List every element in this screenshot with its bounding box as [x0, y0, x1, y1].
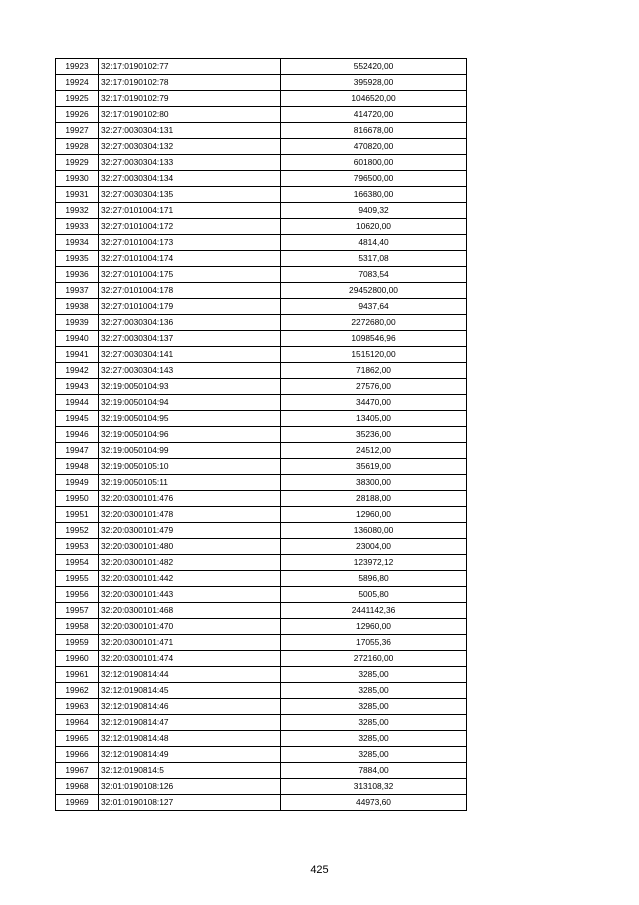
page-number: 425	[310, 864, 329, 876]
cadastral-number-cell: 32:19:0050104:96	[99, 427, 281, 443]
cadastral-value-cell: 796500,00	[281, 171, 467, 187]
table-row	[56, 427, 467, 443]
row-number-cell: 19962	[56, 683, 99, 699]
table-row	[56, 171, 467, 187]
table-row	[56, 315, 467, 331]
row-number-cell: 19932	[56, 203, 99, 219]
cadastral-value-table	[55, 58, 467, 811]
cadastral-number-cell: 32:27:0101004:174	[99, 251, 281, 267]
table-row	[56, 491, 467, 507]
cadastral-value-cell: 27576,00	[281, 379, 467, 395]
table-row	[56, 219, 467, 235]
row-number-cell: 19952	[56, 523, 99, 539]
cadastral-number-cell: 32:27:0101004:179	[99, 299, 281, 315]
cadastral-value-cell: 3285,00	[281, 699, 467, 715]
table-row	[56, 779, 467, 795]
row-number-cell: 19925	[56, 91, 99, 107]
row-number-cell: 19941	[56, 347, 99, 363]
table-row	[56, 107, 467, 123]
cadastral-value-cell: 10620,00	[281, 219, 467, 235]
cadastral-number-cell: 32:20:0300101:471	[99, 635, 281, 651]
row-number-cell: 19956	[56, 587, 99, 603]
cadastral-number-cell: 32:12:0190814:47	[99, 715, 281, 731]
row-number-cell: 19959	[56, 635, 99, 651]
table-row	[56, 715, 467, 731]
cadastral-value-cell: 166380,00	[281, 187, 467, 203]
cadastral-value-cell: 24512,00	[281, 443, 467, 459]
row-number-cell: 19953	[56, 539, 99, 555]
cadastral-number-cell: 32:17:0190102:78	[99, 75, 281, 91]
cadastral-number-cell: 32:19:0050105:10	[99, 459, 281, 475]
table-row	[56, 123, 467, 139]
table-row	[56, 523, 467, 539]
table-row	[56, 587, 467, 603]
row-number-cell: 19930	[56, 171, 99, 187]
row-number-cell: 19951	[56, 507, 99, 523]
table-row	[56, 571, 467, 587]
table-row	[56, 187, 467, 203]
cadastral-value-cell: 816678,00	[281, 123, 467, 139]
row-number-cell: 19960	[56, 651, 99, 667]
row-number-cell: 19958	[56, 619, 99, 635]
row-number-cell: 19929	[56, 155, 99, 171]
table-row	[56, 75, 467, 91]
row-number-cell: 19928	[56, 139, 99, 155]
row-number-cell: 19946	[56, 427, 99, 443]
table-row	[56, 683, 467, 699]
cadastral-value-cell: 2441142,36	[281, 603, 467, 619]
cadastral-number-cell: 32:19:0050105:11	[99, 475, 281, 491]
table-row	[56, 635, 467, 651]
table-row	[56, 411, 467, 427]
cadastral-value-cell: 5005,80	[281, 587, 467, 603]
cadastral-value-cell: 1098546,96	[281, 331, 467, 347]
cadastral-value-cell: 71862,00	[281, 363, 467, 379]
table-row	[56, 203, 467, 219]
cadastral-value-cell: 470820,00	[281, 139, 467, 155]
row-number-cell: 19968	[56, 779, 99, 795]
cadastral-number-cell: 32:27:0101004:178	[99, 283, 281, 299]
cadastral-number-cell: 32:27:0030304:141	[99, 347, 281, 363]
table-row	[56, 59, 467, 75]
table-body	[56, 59, 467, 811]
cadastral-number-cell: 32:27:0030304:137	[99, 331, 281, 347]
row-number-cell: 19950	[56, 491, 99, 507]
table-row	[56, 539, 467, 555]
row-number-cell: 19943	[56, 379, 99, 395]
row-number-cell: 19938	[56, 299, 99, 315]
cadastral-number-cell: 32:27:0030304:131	[99, 123, 281, 139]
row-number-cell: 19948	[56, 459, 99, 475]
row-number-cell: 19945	[56, 411, 99, 427]
cadastral-value-cell: 44973,60	[281, 795, 467, 811]
row-number-cell: 19923	[56, 59, 99, 75]
cadastral-value-cell: 9437,64	[281, 299, 467, 315]
cadastral-number-cell: 32:19:0050104:95	[99, 411, 281, 427]
table-row	[56, 459, 467, 475]
cadastral-value-cell: 313108,32	[281, 779, 467, 795]
table-row	[56, 667, 467, 683]
cadastral-number-cell: 32:12:0190814:44	[99, 667, 281, 683]
cadastral-value-cell: 5317,08	[281, 251, 467, 267]
row-number-cell: 19966	[56, 747, 99, 763]
cadastral-number-cell: 32:01:0190108:126	[99, 779, 281, 795]
row-number-cell: 19934	[56, 235, 99, 251]
table-row	[56, 699, 467, 715]
row-number-cell: 19931	[56, 187, 99, 203]
cadastral-number-cell: 32:20:0300101:478	[99, 507, 281, 523]
cadastral-number-cell: 32:20:0300101:468	[99, 603, 281, 619]
cadastral-number-cell: 32:19:0050104:94	[99, 395, 281, 411]
cadastral-value-cell: 123972,12	[281, 555, 467, 571]
row-number-cell: 19940	[56, 331, 99, 347]
table-row	[56, 507, 467, 523]
table-row	[56, 267, 467, 283]
row-number-cell: 19957	[56, 603, 99, 619]
row-number-cell: 19954	[56, 555, 99, 571]
table-row	[56, 747, 467, 763]
table-row	[56, 443, 467, 459]
cadastral-number-cell: 32:12:0190814:46	[99, 699, 281, 715]
cadastral-number-cell: 32:20:0300101:470	[99, 619, 281, 635]
cadastral-value-cell: 3285,00	[281, 747, 467, 763]
cadastral-number-cell: 32:01:0190108:127	[99, 795, 281, 811]
row-number-cell: 19955	[56, 571, 99, 587]
cadastral-value-cell: 414720,00	[281, 107, 467, 123]
row-number-cell: 19965	[56, 731, 99, 747]
row-number-cell: 19933	[56, 219, 99, 235]
table-row	[56, 91, 467, 107]
cadastral-value-cell: 2272680,00	[281, 315, 467, 331]
cadastral-value-cell: 601800,00	[281, 155, 467, 171]
cadastral-value-cell: 3285,00	[281, 715, 467, 731]
cadastral-value-cell: 12960,00	[281, 619, 467, 635]
table-row	[56, 763, 467, 779]
cadastral-number-cell: 32:20:0300101:479	[99, 523, 281, 539]
cadastral-number-cell: 32:17:0190102:77	[99, 59, 281, 75]
cadastral-number-cell: 32:27:0101004:173	[99, 235, 281, 251]
table-row	[56, 555, 467, 571]
cadastral-value-cell: 28188,00	[281, 491, 467, 507]
table-row	[56, 139, 467, 155]
row-number-cell: 19949	[56, 475, 99, 491]
cadastral-number-cell: 32:12:0190814:48	[99, 731, 281, 747]
cadastral-number-cell: 32:20:0300101:476	[99, 491, 281, 507]
cadastral-value-cell: 13405,00	[281, 411, 467, 427]
table-row	[56, 235, 467, 251]
cadastral-number-cell: 32:20:0300101:474	[99, 651, 281, 667]
cadastral-number-cell: 32:27:0030304:143	[99, 363, 281, 379]
table-row	[56, 619, 467, 635]
row-number-cell: 19926	[56, 107, 99, 123]
cadastral-value-cell: 23004,00	[281, 539, 467, 555]
cadastral-number-cell: 32:12:0190814:5	[99, 763, 281, 779]
cadastral-value-cell: 17055,36	[281, 635, 467, 651]
row-number-cell: 19964	[56, 715, 99, 731]
row-number-cell: 19947	[56, 443, 99, 459]
table-row	[56, 395, 467, 411]
row-number-cell: 19927	[56, 123, 99, 139]
cadastral-value-cell: 35236,00	[281, 427, 467, 443]
cadastral-number-cell: 32:27:0030304:133	[99, 155, 281, 171]
row-number-cell: 19963	[56, 699, 99, 715]
table-row	[56, 603, 467, 619]
cadastral-number-cell: 32:17:0190102:80	[99, 107, 281, 123]
cadastral-value-cell: 7884,00	[281, 763, 467, 779]
cadastral-number-cell: 32:27:0030304:135	[99, 187, 281, 203]
cadastral-value-cell: 1046520,00	[281, 91, 467, 107]
cadastral-value-cell: 35619,00	[281, 459, 467, 475]
row-number-cell: 19961	[56, 667, 99, 683]
table-row	[56, 283, 467, 299]
cadastral-number-cell: 32:20:0300101:442	[99, 571, 281, 587]
cadastral-value-cell: 12960,00	[281, 507, 467, 523]
cadastral-value-cell: 9409,32	[281, 203, 467, 219]
table-row	[56, 475, 467, 491]
cadastral-value-cell: 29452800,00	[281, 283, 467, 299]
cadastral-number-cell: 32:19:0050104:99	[99, 443, 281, 459]
cadastral-number-cell: 32:27:0101004:175	[99, 267, 281, 283]
row-number-cell: 19942	[56, 363, 99, 379]
cadastral-number-cell: 32:27:0030304:134	[99, 171, 281, 187]
cadastral-value-cell: 272160,00	[281, 651, 467, 667]
table-row	[56, 331, 467, 347]
cadastral-number-cell: 32:20:0300101:480	[99, 539, 281, 555]
cadastral-value-cell: 7083,54	[281, 267, 467, 283]
cadastral-value-cell: 3285,00	[281, 731, 467, 747]
row-number-cell: 19937	[56, 283, 99, 299]
row-number-cell: 19935	[56, 251, 99, 267]
cadastral-value-cell: 552420,00	[281, 59, 467, 75]
row-number-cell: 19969	[56, 795, 99, 811]
row-number-cell: 19944	[56, 395, 99, 411]
cadastral-value-cell: 1515120,00	[281, 347, 467, 363]
table-row	[56, 731, 467, 747]
cadastral-value-cell: 5896,80	[281, 571, 467, 587]
cadastral-number-cell: 32:20:0300101:443	[99, 587, 281, 603]
table-row	[56, 795, 467, 811]
cadastral-number-cell: 32:27:0101004:171	[99, 203, 281, 219]
table-row	[56, 651, 467, 667]
table-row	[56, 363, 467, 379]
row-number-cell: 19924	[56, 75, 99, 91]
row-number-cell: 19967	[56, 763, 99, 779]
cadastral-number-cell: 32:27:0030304:132	[99, 139, 281, 155]
cadastral-value-cell: 34470,00	[281, 395, 467, 411]
cadastral-value-cell: 3285,00	[281, 667, 467, 683]
row-number-cell: 19936	[56, 267, 99, 283]
cadastral-number-cell: 32:19:0050104:93	[99, 379, 281, 395]
cadastral-number-cell: 32:27:0101004:172	[99, 219, 281, 235]
table-row	[56, 251, 467, 267]
cadastral-value-cell: 38300,00	[281, 475, 467, 491]
cadastral-number-cell: 32:17:0190102:79	[99, 91, 281, 107]
cadastral-value-cell: 136080,00	[281, 523, 467, 539]
cadastral-number-cell: 32:12:0190814:45	[99, 683, 281, 699]
cadastral-value-cell: 3285,00	[281, 683, 467, 699]
cadastral-value-cell: 395928,00	[281, 75, 467, 91]
cadastral-number-cell: 32:12:0190814:49	[99, 747, 281, 763]
table-row	[56, 299, 467, 315]
cadastral-number-cell: 32:20:0300101:482	[99, 555, 281, 571]
table-row	[56, 155, 467, 171]
row-number-cell: 19939	[56, 315, 99, 331]
cadastral-number-cell: 32:27:0030304:136	[99, 315, 281, 331]
cadastral-value-cell: 4814,40	[281, 235, 467, 251]
table-row	[56, 379, 467, 395]
table-row	[56, 347, 467, 363]
